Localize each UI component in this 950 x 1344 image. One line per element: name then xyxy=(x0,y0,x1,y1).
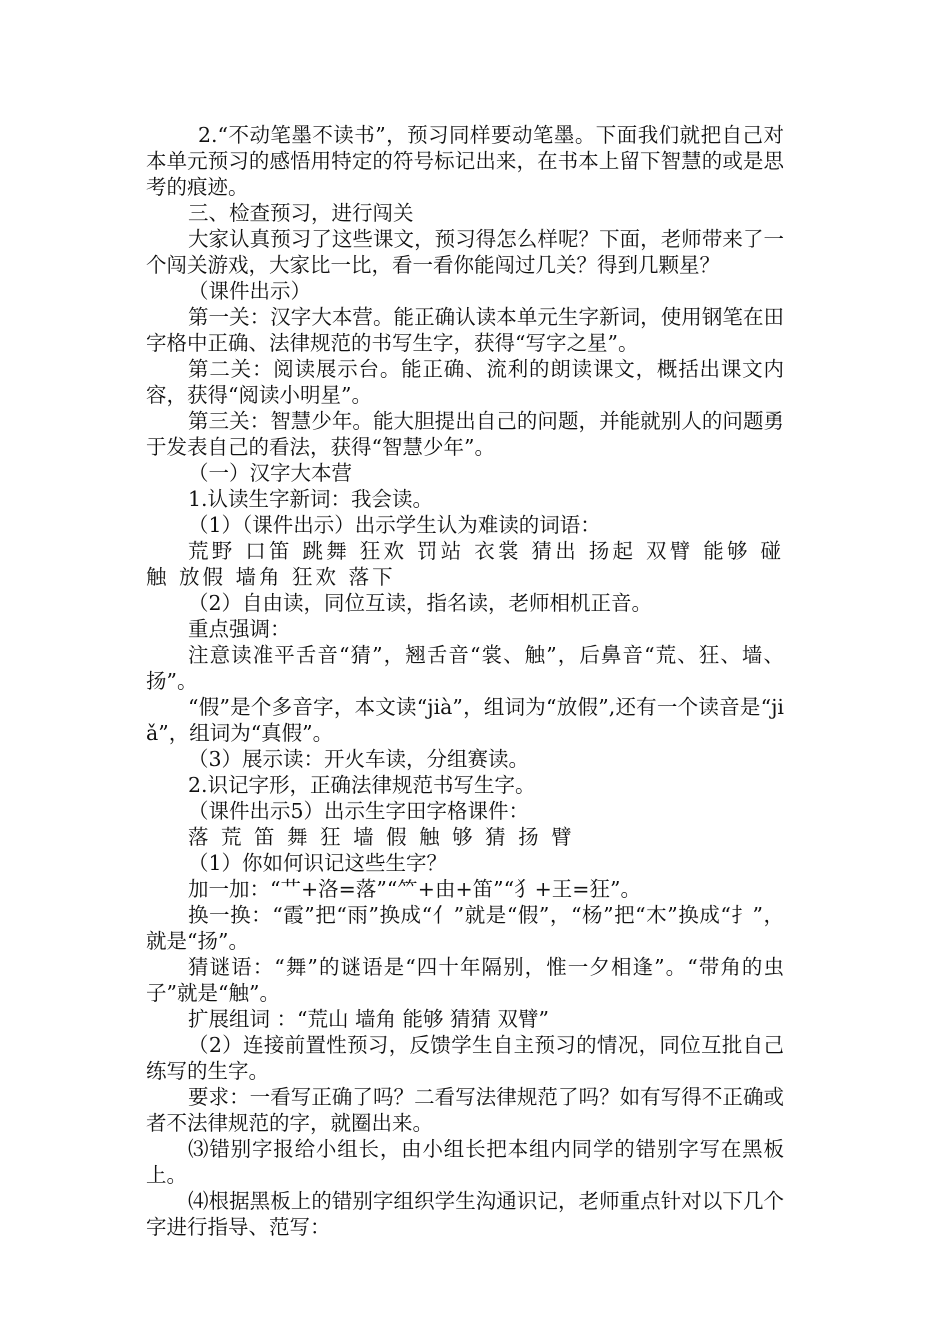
paragraph-free-reading: （2）自由读，同位互读，指名读，老师相机正音。 xyxy=(188,591,653,615)
word-list-difficult: 荒野 口笛 跳舞 狂欢 罚站 衣裳 猜出 扬起 双臂 能够 碰触 放假 墙角 狂欢 落下 xyxy=(146,539,784,589)
paragraph-key-emphasis: 重点强调： xyxy=(188,617,291,641)
paragraph-grid-courseware: （课件出示5）出示生字田字格课件： xyxy=(188,799,530,823)
paragraph-extend-words: 扩展组词 ：“荒山 墙角 能够 猜猜 双臂” xyxy=(188,1007,550,1031)
paragraph-display-reading: （3）展示读：开火车读，分组赛读。 xyxy=(188,747,530,771)
paragraph-polyphone-jia: “假”是个多音字，本文读“jià”，组词为“放假”,还有一个读音是“jiǎ”，组词为“真假”。 xyxy=(146,695,784,745)
section-heading-check-preview: 三、检查预习，进行闯关 xyxy=(188,201,414,225)
document-body xyxy=(146,122,784,1240)
paragraph-level-three: 第三关：智慧少年。能大胆提出自己的问题，并能就别人的问题勇于发表自己的看法，获得“智慧少年”。 xyxy=(146,409,784,459)
paragraph-difficult-words: （1）（课件出示）出示学生认为难读的词语： xyxy=(188,513,601,537)
paragraph-peer-review: （2）连接前置性预习，反馈学生自主预习的情况，同位互批自己练写的生字。 xyxy=(146,1033,784,1083)
paragraph-preview-marking: 2.“不动笔墨不读书”，预习同样要动笔墨。下面我们就把自己对本单元预习的感悟用特定的符号标记出来，在书本上留下智慧的或是思考的痕迹。 xyxy=(146,123,784,199)
paragraph-report-errors: ⑶错别字报给小组长，由小组长把本组内同学的错别字写在黑板上。 xyxy=(146,1137,784,1187)
paragraph-how-to-remember: （1）你如何识记这些生字？ xyxy=(188,851,448,875)
paragraph-recognize-shapes: 2.识记字形，正确法律规范书写生字。 xyxy=(188,773,536,797)
paragraph-teacher-guidance: ⑷根据黑板上的错别字组织学生沟通识记，老师重点针对以下几个字进行指导、范写： xyxy=(146,1189,784,1239)
paragraph-game-intro: 大家认真预习了这些课文，预习得怎么样呢？下面，老师带来了一个闯关游戏，大家比一比，看一看你能闯过几关？得到几颗星？ xyxy=(146,227,784,277)
paragraph-pronunciation-notes: 注意读准平舌音“猜”，翘舌音“裳、触”，后鼻音“荒、狂、墙、扬”。 xyxy=(146,643,784,693)
paragraph-level-two: 第二关：阅读展示台。能正确、流利的朗读课文，概括出课文内容，获得“阅读小明星”。 xyxy=(146,357,784,407)
subheading-character-camp: （一）汉字大本营 xyxy=(188,461,352,485)
paragraph-requirements: 要求：一看写正确了吗？二看写法律规范了吗？如有写得不正确或者不法律规范的字，就圈出来。 xyxy=(146,1085,784,1135)
paragraph-add-method: 加一加：“艹+洛=落”“⺮+由+笛”“犭+王=狂”。 xyxy=(188,877,641,901)
paragraph-courseware-show: （课件出示） xyxy=(188,279,311,303)
character-list-grid: 落 荒 笛 舞 狂 墙 假 触 够 猜 扬 臂 xyxy=(188,825,575,849)
paragraph-read-new-words: 1.认读生字新词：我会读。 xyxy=(188,487,434,511)
paragraph-level-one: 第一关：汉字大本营。能正确认读本单元生字新词，使用钢笔在田字格中正确、法律规范的书写生字，获得“写字之星”。 xyxy=(146,305,784,355)
paragraph-swap-method: 换一换：“霞”把“雨”换成“亻”就是“假”，“杨”把“木”换成“扌”，就是“扬”。 xyxy=(146,903,784,953)
paragraph-riddle-method: 猜谜语：“舞”的谜语是“四十年隔别，惟一夕相逢”。“带角的虫子”就是“触”。 xyxy=(146,955,784,1005)
